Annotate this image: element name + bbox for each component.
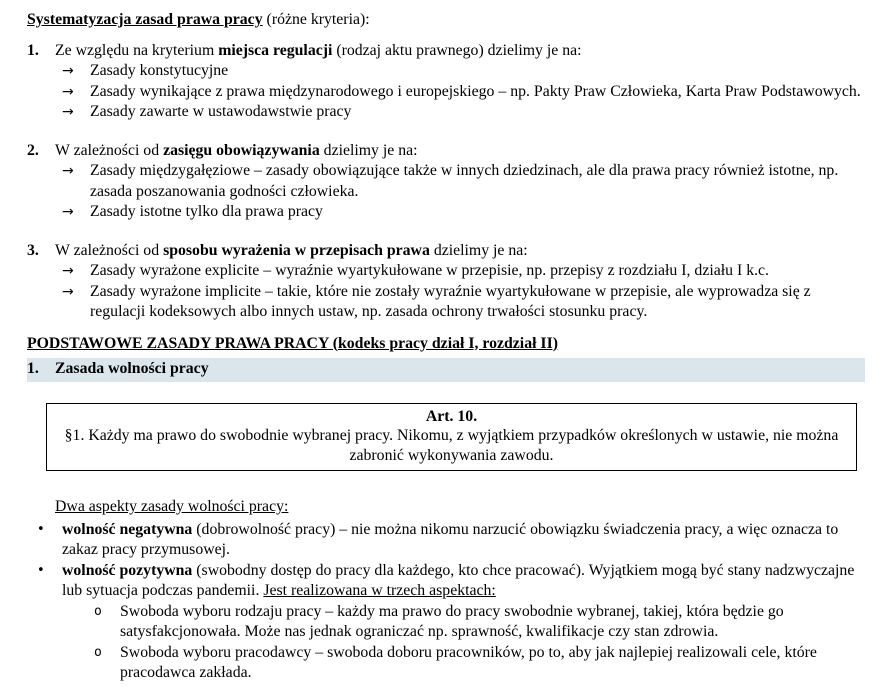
item-3-text-pre: W zależności od [55, 241, 164, 259]
arrow-icon: → [62, 204, 74, 220]
bullet-item-1-text [62, 520, 865, 561]
doc-title-main: Systematyzacja zasad prawa pracy [27, 11, 263, 28]
item-3-text-bold: sposobu wyrażenia w przepisach prawa [163, 241, 430, 259]
item-1-text-bold: miejsca regulacji [218, 41, 333, 59]
arrow-item [62, 61, 865, 82]
item-3-text [55, 241, 865, 262]
item-2-text-bold: zasięgu obowiązywania [163, 141, 320, 159]
arrow-item-text: Zasady wynikające z prawa międzynarodowego i europejskiego – np. Pakty Praw Człowieka, Karta Praw Podstawowych. [90, 82, 861, 100]
article-body: §1. Każdy ma prawo do swobodnie wybranej pracy. Nikomu, z wyjątkiem przypadków określonych w ustawie, nie można zabronić wykonywania zawodu. [64, 427, 839, 464]
arrow-item [62, 161, 865, 202]
arrow-item [62, 282, 865, 323]
numbered-item-3 [27, 241, 865, 323]
arrow-item [62, 202, 865, 223]
numbered-item-1-head [27, 41, 865, 62]
doc-title [27, 10, 865, 31]
aspects-heading: Dwa aspekty zasady wolności pracy: [55, 498, 289, 515]
arrow-icon: → [62, 163, 74, 179]
arrow-item [62, 82, 865, 103]
arrow-icon: → [62, 283, 74, 300]
item-1-text-pre: Ze względu na kryterium [55, 41, 219, 59]
arrow-item-text: Zasady wyrażone implicite – takie, które nie zostały wyraźnie wyartykułowane w przepisie, ale wyprowadza się z regulacji kodeksowych albo innych ustaw, np. zasada ochrony trwałości stosunku pracy. [90, 282, 811, 320]
bullet-1-bold: wolność negatywna [62, 520, 193, 538]
section-1-label: Zasada wolności pracy [55, 360, 209, 377]
item-2-number: 2. [27, 141, 39, 159]
bullet-item-2-text [62, 561, 865, 602]
section-1-number: 1. [27, 360, 39, 377]
item-2-text-post: dzielimy je na: [319, 141, 418, 159]
arrow-item [62, 261, 865, 282]
bullet-icon: • [37, 562, 45, 578]
bullet-item-2 [37, 561, 865, 602]
article-box [46, 403, 857, 472]
arrow-item-text: Zasady międzygałęziowe – zasady obowiązujące także w innych dziedzinach, ale dla prawa pracy również istotne, np. zasada poszanowania godności człowieka. [90, 162, 839, 200]
sub-bullet-2-text: Swoboda wyboru pracodawcy – swoboda doboru pracowników, po to, aby jak najlepiej realizowali cele, które pracodawca zakłada. [120, 643, 817, 681]
bullet-icon: • [37, 521, 45, 537]
circle-bullet-icon: o [94, 603, 102, 619]
doc-title-suffix: (różne kryteria): [262, 11, 370, 28]
item-3-text-post: dzielimy je na: [429, 241, 528, 259]
item-1-text [55, 41, 865, 62]
arrow-item-text: Zasady wyrażone explicite – wyraźnie wyartykułowane w przepisie, np. przepisy z rozdziału I, działu I k.c. [90, 262, 769, 279]
bullet-2-underlined-tail: Jest realizowana w trzech aspektach: [263, 582, 496, 599]
item-1-number: 1. [27, 41, 39, 59]
arrow-item [62, 102, 865, 123]
numbered-item-2 [27, 141, 865, 223]
item-2-text-pre: W zależności od [55, 141, 164, 159]
sub-bullet-item-1 [94, 602, 865, 643]
arrow-icon: → [62, 263, 74, 279]
bullet-1-rest: (dobrowolność pracy) – nie można nikomu narzucić obowiązku świadczenia pracy, a więc oznacza to zakaz pracy przymusowej. [62, 520, 839, 558]
main-section-heading: PODSTAWOWE ZASADY PRAWA PRACY (kodeks pracy dział I, rozdział II) [27, 334, 558, 352]
arrow-item-text: Zasady istotne tylko dla prawa pracy [90, 203, 323, 220]
arrow-item-text: Zasady konstytucyjne [90, 62, 229, 79]
numbered-item-3-head [27, 241, 865, 262]
item-3-number: 3. [27, 241, 39, 259]
item-1-text-post: (rodzaj aktu prawnego) dzielimy je na: [332, 41, 582, 59]
item-2-text [55, 141, 865, 162]
arrow-icon: → [62, 63, 74, 79]
bullet-2-rest: (swobodny dostęp do pracy dla każdego, kto chce pracować). Wyjątkiem mogą być stany nadzwyczajne lub sytuacja podczas pandemii. [62, 561, 855, 599]
article-title: Art. 10. [425, 407, 478, 425]
arrow-icon: → [62, 83, 74, 100]
numbered-item-1 [27, 41, 865, 123]
sub-bullet-1-text: Swoboda wyboru rodzaju pracy – każdy ma prawo do pracy swobodnie wybranej, takiej, która będzie go satysfakcjonowała. Może nas jednak ograniczać np. sprawność, kwalifikacje czy stan zdrowia. [120, 602, 784, 640]
arrow-item-text: Zasady zawarte w ustawodawstwie pracy [90, 103, 352, 120]
numbered-item-2-head [27, 141, 865, 162]
bullet-item-1 [37, 520, 865, 561]
bullet-2-bold: wolność pozytywna [62, 561, 193, 579]
circle-bullet-icon: o [94, 644, 102, 660]
section-1-header [27, 358, 865, 382]
arrow-icon: → [62, 104, 74, 120]
sub-bullet-item-2 [94, 643, 865, 684]
